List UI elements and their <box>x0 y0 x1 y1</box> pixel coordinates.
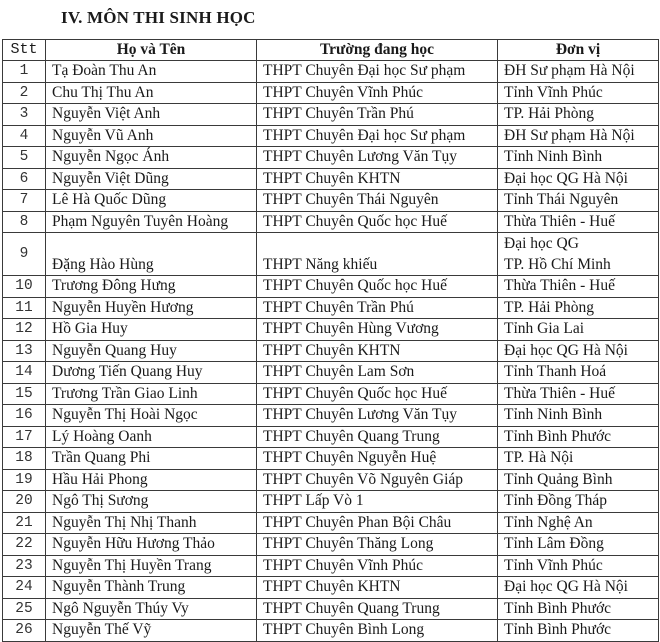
section-title: IV. MÔN THI SINH HỌC <box>61 8 256 27</box>
table-row <box>3 426 659 448</box>
column-header-school: Trường đang học <box>257 40 498 61</box>
cell-name: Nguyễn Thành Trung <box>46 577 257 599</box>
cell-school: THPT Chuyên KHTN <box>257 340 498 362</box>
cell-name: Nguyễn Vũ Anh <box>46 125 257 147</box>
column-header-name: Họ và Tên <box>46 40 257 61</box>
cell-school: THPT Chuyên Bình Long <box>257 620 498 642</box>
table-row <box>3 147 659 169</box>
table-row <box>3 598 659 620</box>
cell-school: THPT Lấp Vò 1 <box>257 491 498 513</box>
table-row <box>3 276 659 298</box>
table-row <box>3 491 659 513</box>
cell-name: Nguyễn Hữu Hương Thảo <box>46 534 257 556</box>
cell-unit: Tỉnh Ninh Bình <box>498 405 659 427</box>
cell-school: THPT Chuyên Vĩnh Phúc <box>257 82 498 104</box>
table-row <box>3 297 659 319</box>
table-row <box>3 233 659 276</box>
cell-stt: 1 <box>3 61 46 83</box>
table-row <box>3 555 659 577</box>
table-header-row <box>3 40 659 61</box>
cell-name: Nguyễn Việt Dũng <box>46 168 257 190</box>
cell-school: THPT Chuyên Quốc học Huế <box>257 211 498 233</box>
cell-name: Trương Trần Giao Linh <box>46 383 257 405</box>
cell-school: THPT Chuyên Đại học Sư phạm <box>257 125 498 147</box>
cell-school: THPT Chuyên Vĩnh Phúc <box>257 555 498 577</box>
candidate-table <box>2 39 659 642</box>
cell-school: THPT Chuyên Trần Phú <box>257 104 498 126</box>
cell-stt: 9 <box>3 233 46 276</box>
table-row <box>3 125 659 147</box>
cell-stt: 5 <box>3 147 46 169</box>
table-row <box>3 469 659 491</box>
cell-stt: 10 <box>3 276 46 298</box>
cell-unit: Tỉnh Thanh Hoá <box>498 362 659 384</box>
cell-school: THPT Chuyên Quốc học Huế <box>257 276 498 298</box>
cell-stt: 19 <box>3 469 46 491</box>
table-row <box>3 512 659 534</box>
cell-stt: 7 <box>3 190 46 212</box>
table-row <box>3 211 659 233</box>
cell-unit: Đại học QG Hà Nội <box>498 577 659 599</box>
cell-name: Hầu Hải Phong <box>46 469 257 491</box>
cell-stt: 6 <box>3 168 46 190</box>
cell-stt: 15 <box>3 383 46 405</box>
cell-name: Ngô Nguyễn Thúy Vy <box>46 598 257 620</box>
table-row <box>3 448 659 470</box>
cell-school: THPT Chuyên Thăng Long <box>257 534 498 556</box>
table-row <box>3 362 659 384</box>
table-row <box>3 534 659 556</box>
table-row <box>3 104 659 126</box>
cell-stt: 21 <box>3 512 46 534</box>
cell-stt: 2 <box>3 82 46 104</box>
cell-name: Lê Hà Quốc Dũng <box>46 190 257 212</box>
cell-name: Phạm Nguyên Tuyên Hoàng <box>46 211 257 233</box>
cell-name: Lý Hoàng Oanh <box>46 426 257 448</box>
cell-stt: 22 <box>3 534 46 556</box>
column-header-unit: Đơn vị <box>498 40 659 61</box>
cell-unit: Tỉnh Đồng Tháp <box>498 491 659 513</box>
table-row <box>3 61 659 83</box>
cell-unit: Tỉnh Thái Nguyên <box>498 190 659 212</box>
cell-stt: 14 <box>3 362 46 384</box>
cell-stt: 17 <box>3 426 46 448</box>
cell-unit: Tỉnh Lâm Đồng <box>498 534 659 556</box>
cell-stt: 16 <box>3 405 46 427</box>
cell-unit: Tỉnh Vĩnh Phúc <box>498 555 659 577</box>
cell-name: Dương Tiến Quang Huy <box>46 362 257 384</box>
cell-school: THPT Năng khiếu <box>257 233 498 276</box>
cell-name: Hồ Gia Huy <box>46 319 257 341</box>
table-row <box>3 383 659 405</box>
cell-unit: Tỉnh Vĩnh Phúc <box>498 82 659 104</box>
table-row <box>3 82 659 104</box>
table-row <box>3 190 659 212</box>
cell-unit: TP. Hà Nội <box>498 448 659 470</box>
cell-unit: Đại học QG Hà Nội <box>498 340 659 362</box>
cell-unit <box>498 233 659 276</box>
cell-school: THPT Chuyên Nguyễn Huệ <box>257 448 498 470</box>
table-row <box>3 168 659 190</box>
cell-unit: Tỉnh Bình Phước <box>498 620 659 642</box>
table-row <box>3 577 659 599</box>
column-header-stt: Stt <box>3 40 46 61</box>
cell-school: THPT Chuyên Võ Nguyên Giáp <box>257 469 498 491</box>
cell-unit: TP. Hải Phòng <box>498 104 659 126</box>
cell-stt: 11 <box>3 297 46 319</box>
cell-stt: 26 <box>3 620 46 642</box>
cell-name: Nguyễn Thị Huyền Trang <box>46 555 257 577</box>
cell-unit: Đại học QG Hà Nội <box>498 168 659 190</box>
table-row <box>3 340 659 362</box>
cell-stt: 12 <box>3 319 46 341</box>
cell-unit: Thừa Thiên - Huế <box>498 211 659 233</box>
cell-stt: 13 <box>3 340 46 362</box>
cell-school: THPT Chuyên Lương Văn Tụy <box>257 405 498 427</box>
cell-stt: 20 <box>3 491 46 513</box>
cell-name: Nguyễn Thị Nhị Thanh <box>46 512 257 534</box>
cell-name: Trương Đông Hưng <box>46 276 257 298</box>
cell-unit: Tỉnh Quảng Bình <box>498 469 659 491</box>
cell-unit: ĐH Sư phạm Hà Nội <box>498 125 659 147</box>
cell-stt: 25 <box>3 598 46 620</box>
cell-unit: Tỉnh Ninh Bình <box>498 147 659 169</box>
cell-unit: Thừa Thiên - Huế <box>498 383 659 405</box>
cell-name: Nguyễn Thế Vỹ <box>46 620 257 642</box>
cell-school: THPT Chuyên KHTN <box>257 577 498 599</box>
table-row <box>3 620 659 642</box>
cell-unit-line-1: Đại học QG <box>504 235 579 252</box>
cell-school: THPT Chuyên Quang Trung <box>257 598 498 620</box>
cell-stt: 3 <box>3 104 46 126</box>
table-row <box>3 405 659 427</box>
cell-name: Trần Quang Phi <box>46 448 257 470</box>
cell-unit: Tỉnh Bình Phước <box>498 426 659 448</box>
cell-name: Nguyễn Ngọc Ánh <box>46 147 257 169</box>
cell-unit: TP. Hải Phòng <box>498 297 659 319</box>
cell-unit-line-2: TP. Hồ Chí Minh <box>504 256 611 273</box>
cell-school: THPT Chuyên Thái Nguyên <box>257 190 498 212</box>
cell-name: Đặng Hào Hùng <box>46 233 257 276</box>
cell-school: THPT Chuyên Lam Sơn <box>257 362 498 384</box>
cell-school: THPT Chuyên Hùng Vương <box>257 319 498 341</box>
cell-stt: 24 <box>3 577 46 599</box>
cell-school: THPT Chuyên Phan Bội Châu <box>257 512 498 534</box>
cell-unit: Thừa Thiên - Huế <box>498 276 659 298</box>
cell-school: THPT Chuyên KHTN <box>257 168 498 190</box>
cell-name: Ngô Thị Sương <box>46 491 257 513</box>
cell-school: THPT Chuyên Lương Văn Tụy <box>257 147 498 169</box>
cell-stt: 18 <box>3 448 46 470</box>
cell-unit: Tỉnh Nghệ An <box>498 512 659 534</box>
cell-name: Nguyễn Huyền Hương <box>46 297 257 319</box>
cell-stt: 8 <box>3 211 46 233</box>
cell-school: THPT Chuyên Trần Phú <box>257 297 498 319</box>
cell-name: Nguyễn Quang Huy <box>46 340 257 362</box>
cell-school: THPT Chuyên Quang Trung <box>257 426 498 448</box>
cell-school: THPT Chuyên Quốc học Huế <box>257 383 498 405</box>
cell-unit: ĐH Sư phạm Hà Nội <box>498 61 659 83</box>
cell-name: Nguyễn Thị Hoài Ngọc <box>46 405 257 427</box>
cell-name: Chu Thị Thu An <box>46 82 257 104</box>
cell-unit: Tỉnh Bình Phước <box>498 598 659 620</box>
cell-school: THPT Chuyên Đại học Sư phạm <box>257 61 498 83</box>
cell-unit: Tỉnh Gia Lai <box>498 319 659 341</box>
table-row <box>3 319 659 341</box>
cell-stt: 23 <box>3 555 46 577</box>
cell-stt: 4 <box>3 125 46 147</box>
cell-name: Nguyễn Việt Anh <box>46 104 257 126</box>
cell-name: Tạ Đoàn Thu An <box>46 61 257 83</box>
